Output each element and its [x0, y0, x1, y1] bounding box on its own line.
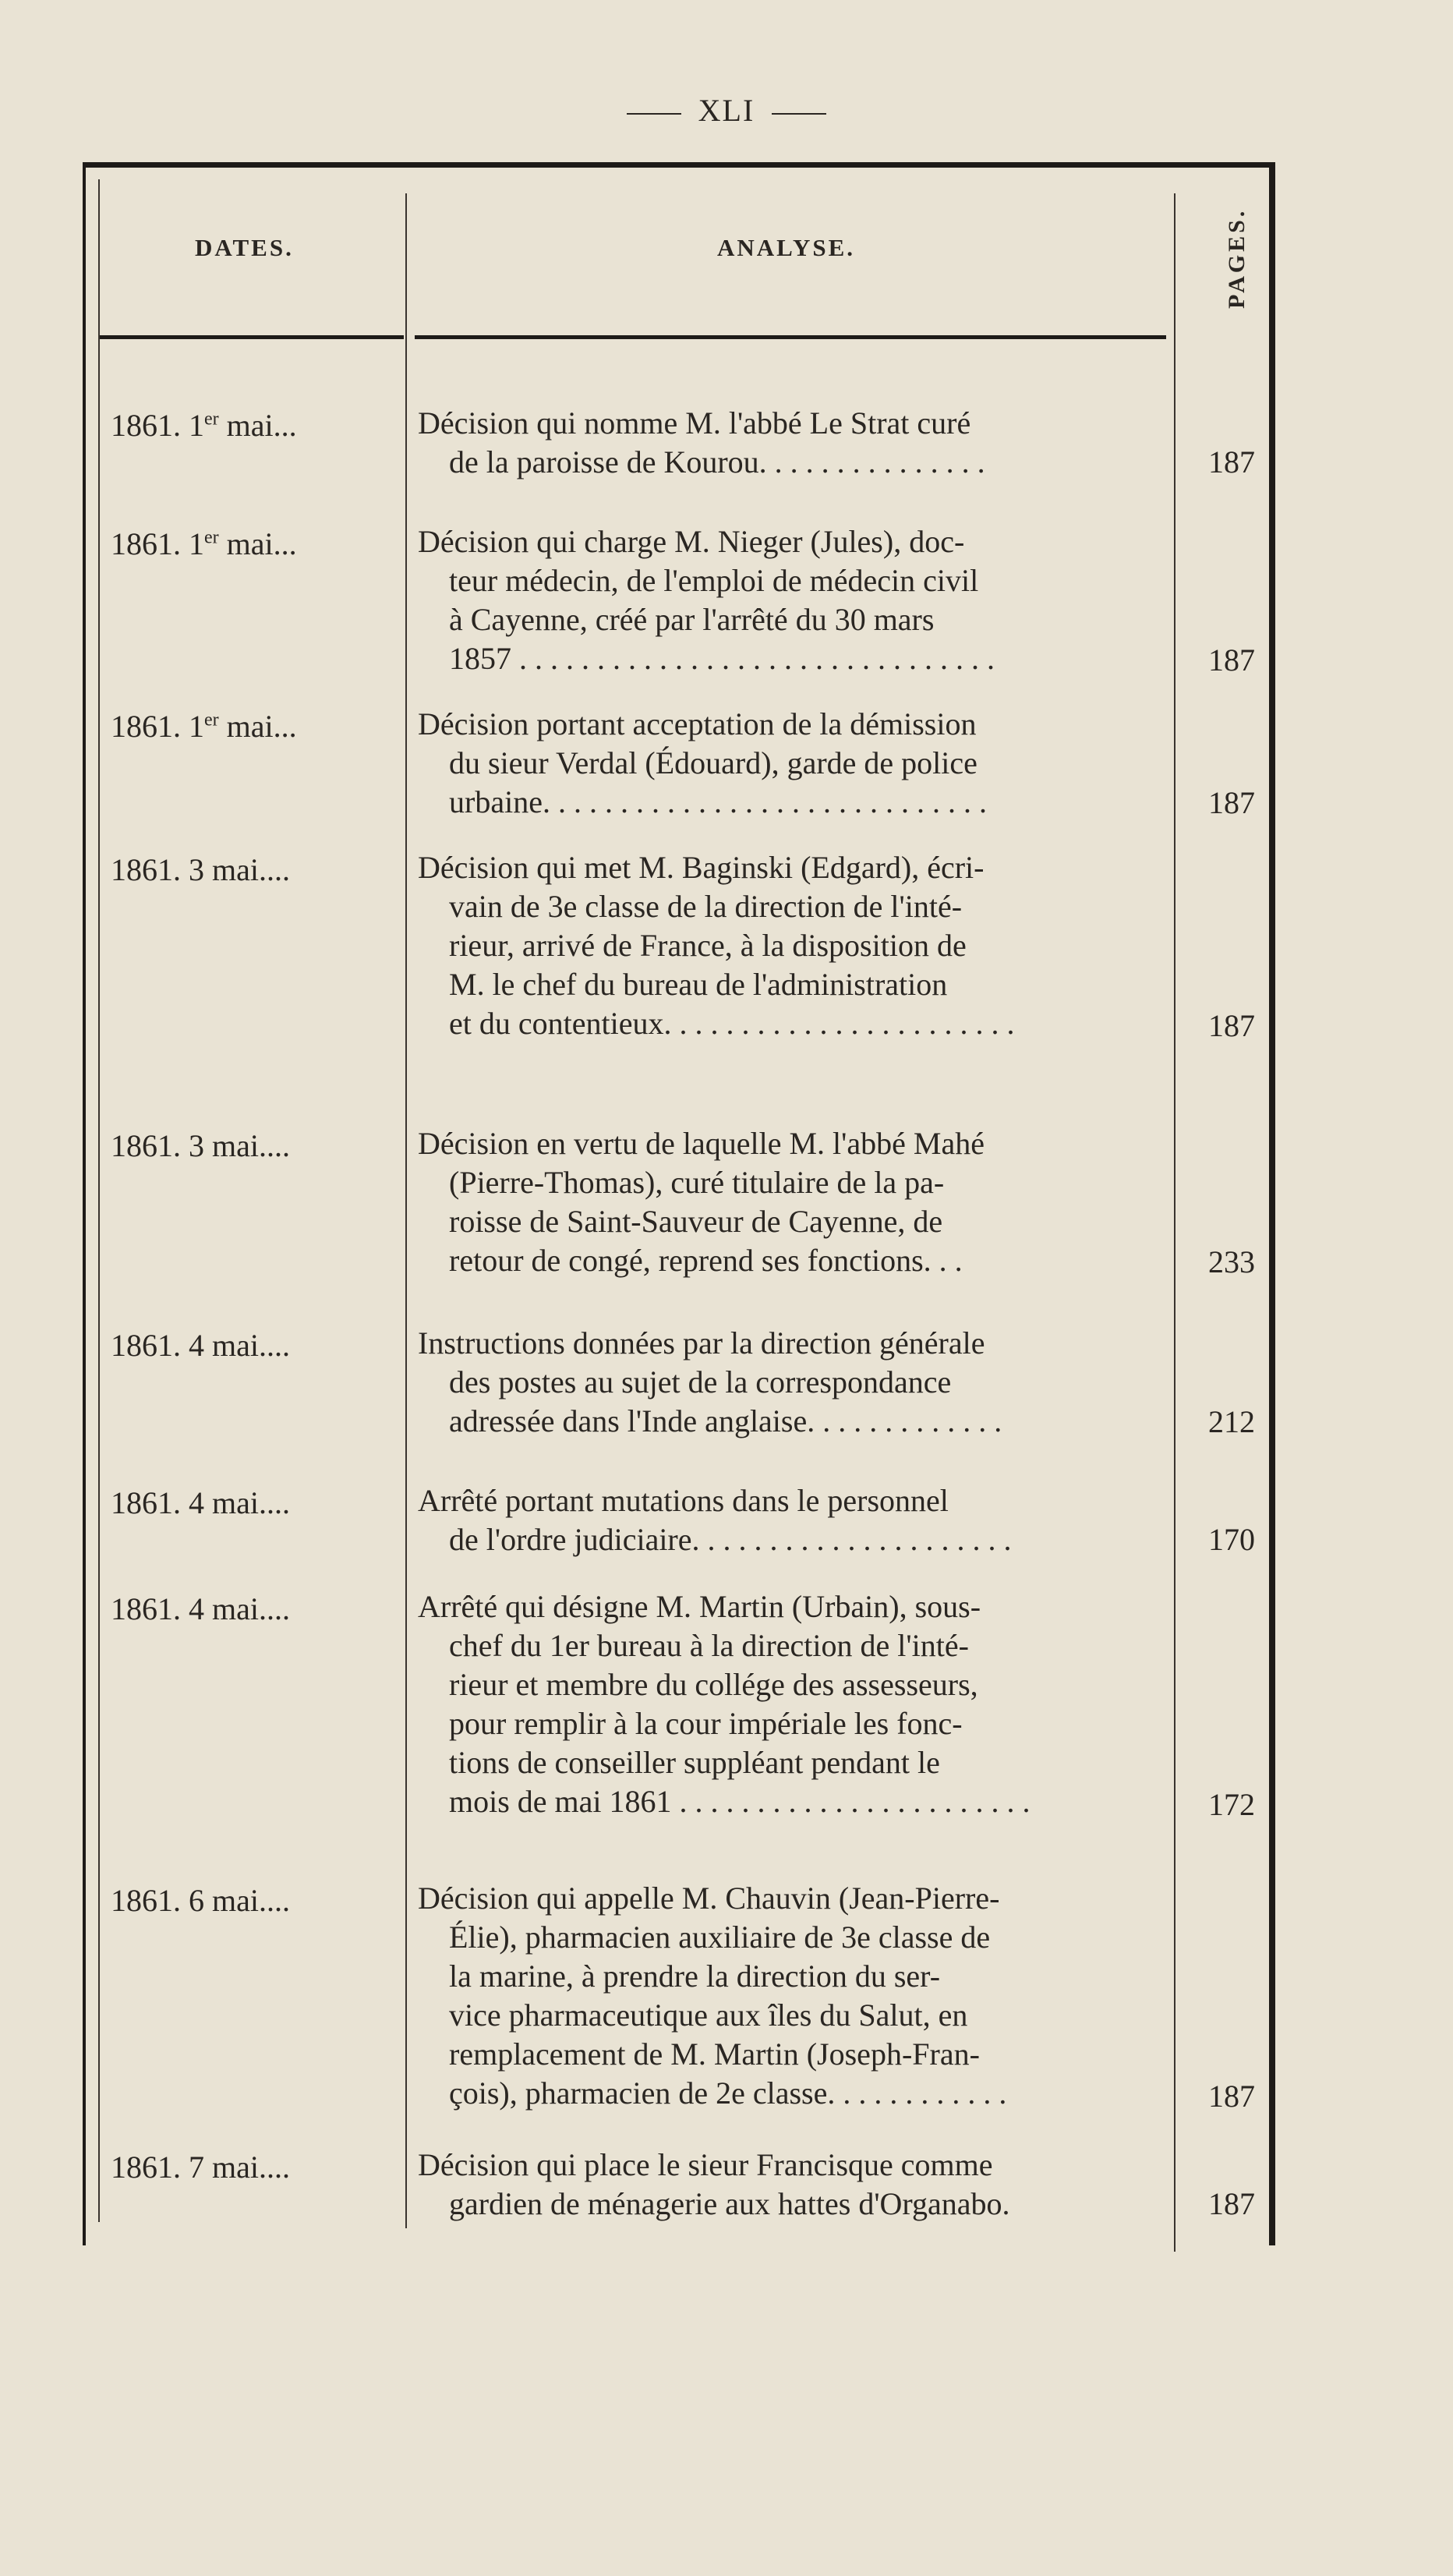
date-day: 1 — [189, 526, 204, 561]
dates-left-rule — [98, 179, 100, 2222]
row-page-number: 187 — [1208, 1008, 1255, 1043]
row-date — [111, 1587, 290, 1631]
analysis-line: tions de conseiller suppléant pendant le — [449, 1745, 940, 1780]
row-page-number: 233 — [1208, 1244, 1255, 1279]
date-day-suffix: er — [204, 409, 219, 430]
date-month: mai... — [218, 526, 297, 561]
analysis-line: de la paroisse de Kourou. . . . . . . . . . . . . . . — [449, 444, 985, 479]
date-month: mai.... — [204, 2150, 290, 2185]
header-dash-left — [627, 113, 681, 115]
date-month: mai.... — [204, 1883, 290, 1918]
date-day: 4 — [189, 1485, 204, 1520]
analysis-line: Instructions données par la direction générale — [418, 1325, 985, 1361]
row-date — [111, 2146, 290, 2189]
row-analysis — [418, 404, 1166, 482]
analysis-line: et du contentieux. . . . . . . . . . . . . . . . . . . . . . . — [449, 1006, 1015, 1041]
analysis-line: (Pierre-Thomas), curé titulaire de la pa- — [449, 1165, 945, 1200]
analysis-line: chef du 1er bureau à la direction de l'inté- — [449, 1628, 969, 1663]
analysis-line: pour remplir à la cour impériale les fonc- — [449, 1706, 963, 1741]
row-page-number: 187 — [1208, 444, 1255, 479]
analysis-line: Arrêté portant mutations dans le personnel — [418, 1483, 949, 1518]
table-left-border — [83, 165, 86, 2245]
date-month: mai.... — [204, 1328, 290, 1363]
analysis-line: Élie), pharmacien auxiliaire de 3e classe de — [449, 1920, 991, 1955]
analysis-line: vice pharmaceutique aux îles du Salut, en — [449, 1997, 968, 2033]
date-month: mai.... — [204, 852, 290, 887]
analysis-line: roisse de Saint-Sauveur de Cayenne, de — [449, 1204, 943, 1239]
analysis-line: des postes au sujet de la correspondance — [449, 1364, 952, 1399]
analysis-line: teur médecin, de l'emploi de médecin civil — [449, 563, 979, 598]
date-year: 1861. — [111, 1591, 189, 1626]
row-date — [111, 848, 290, 892]
date-year: 1861. — [111, 526, 189, 561]
date-day: 1 — [189, 408, 204, 443]
analysis-line: la marine, à prendre la direction du ser- — [449, 1959, 941, 1994]
page-number-header — [0, 92, 1453, 129]
analysis-line: vain de 3e classe de la direction de l'inté- — [449, 889, 963, 924]
row-date — [111, 1879, 290, 1923]
analysis-line: urbaine. . . . . . . . . . . . . . . . . . . . . . . . . . . . . — [449, 784, 987, 819]
date-day-suffix: er — [204, 709, 219, 731]
row-page-number: 187 — [1208, 2079, 1255, 2114]
analysis-column-header: ANALYSE. — [717, 234, 856, 261]
analysis-line: de l'ordre judiciaire. . . . . . . . . . . . . . . . . . . . . — [449, 1522, 1012, 1557]
analysis-line: Décision en vertu de laquelle M. l'abbé Mahé — [418, 1126, 985, 1161]
row-page-number: 212 — [1208, 1404, 1255, 1439]
row-page-number: 187 — [1208, 642, 1255, 678]
row-date — [111, 1324, 290, 1368]
row-date — [111, 705, 297, 748]
row-page-number: 170 — [1208, 1522, 1255, 1557]
analysis-line: Arrêté qui désigne M. Martin (Urbain), sous- — [418, 1589, 981, 1624]
dates-column-header: DATES. — [195, 234, 294, 261]
analysis-line: 1857 . . . . . . . . . . . . . . . . . . . . . . . . . . . . . . . — [449, 641, 995, 676]
date-day: 4 — [189, 1591, 204, 1626]
date-day: 7 — [189, 2150, 204, 2185]
date-day: 3 — [189, 852, 204, 887]
analysis-line: rieur, arrivé de France, à la disposition de — [449, 928, 967, 963]
analysis-line: Décision qui nomme M. l'abbé Le Strat curé — [418, 405, 971, 441]
pages-column-header: PAGES. — [1224, 207, 1250, 309]
row-date — [111, 1481, 290, 1525]
analysis-line: retour de congé, reprend ses fonctions. . . — [449, 1243, 963, 1278]
analysis-line: M. le chef du bureau de l'administration — [449, 967, 948, 1002]
date-day: 6 — [189, 1883, 204, 1918]
date-year: 1861. — [111, 1328, 189, 1363]
row-analysis — [418, 1124, 1166, 1280]
date-day: 3 — [189, 1128, 204, 1163]
analysis-line: remplacement de M. Martin (Joseph-Fran- — [449, 2036, 980, 2072]
row-analysis — [418, 2146, 1166, 2224]
date-day-suffix: er — [204, 527, 219, 548]
row-analysis — [418, 705, 1166, 822]
row-date — [111, 404, 297, 448]
analysis-line: Décision qui place le sieur Francisque comme — [418, 2147, 993, 2182]
date-month: mai.... — [204, 1128, 290, 1163]
date-month: mai.... — [204, 1485, 290, 1520]
row-analysis — [418, 848, 1166, 1043]
date-year: 1861. — [111, 1485, 189, 1520]
analysis-line: mois de mai 1861 . . . . . . . . . . . . . . . . . . . . . . . — [449, 1784, 1031, 1819]
date-year: 1861. — [111, 1128, 189, 1163]
analysis-line: du sieur Verdal (Édouard), garde de police — [449, 745, 978, 780]
date-month: mai... — [218, 709, 297, 744]
date-year: 1861. — [111, 2150, 189, 2185]
row-page-number: 187 — [1208, 785, 1255, 820]
analysis-line: Décision qui charge M. Nieger (Jules), doc- — [418, 524, 965, 559]
date-day: 1 — [189, 709, 204, 744]
row-page-number: 187 — [1208, 2186, 1255, 2221]
page-number: XLI — [698, 93, 755, 128]
date-day: 4 — [189, 1328, 204, 1363]
table-right-border — [1269, 165, 1275, 2245]
analysis-line: Décision qui appelle M. Chauvin (Jean-Pierre- — [418, 1881, 1000, 1916]
analysis-line: Décision qui met M. Baginski (Edgard), écri- — [418, 850, 985, 885]
analysis-line: çois), pharmacien de 2e classe. . . . . . . . . . . . — [449, 2075, 1007, 2111]
row-analysis — [418, 1481, 1166, 1559]
row-analysis — [418, 522, 1166, 678]
date-year: 1861. — [111, 852, 189, 887]
analysis-pages-rule — [1174, 193, 1175, 2252]
date-month: mai.... — [204, 1591, 290, 1626]
analysis-line: Décision portant acceptation de la démission — [418, 706, 977, 741]
analysis-line: gardien de ménagerie aux hattes d'Organabo. — [449, 2186, 1010, 2221]
dates-header-rule — [100, 335, 404, 339]
row-analysis — [418, 1879, 1166, 2113]
row-analysis — [418, 1587, 1166, 1821]
row-page-number: 172 — [1208, 1787, 1255, 1822]
row-date — [111, 1124, 290, 1168]
analysis-line: rieur et membre du collége des assesseurs, — [449, 1667, 978, 1702]
analysis-line: adressée dans l'Inde anglaise. . . . . . . . . . . . . — [449, 1403, 1002, 1438]
row-date — [111, 522, 297, 566]
date-year: 1861. — [111, 1883, 189, 1918]
date-month: mai... — [218, 408, 297, 443]
dates-analysis-rule — [405, 193, 407, 2228]
date-year: 1861. — [111, 408, 189, 443]
date-year: 1861. — [111, 709, 189, 744]
analysis-header-rule — [415, 335, 1166, 339]
row-analysis — [418, 1324, 1166, 1441]
header-dash-right — [772, 113, 826, 115]
analysis-line: à Cayenne, créé par l'arrêté du 30 mars — [449, 602, 935, 637]
